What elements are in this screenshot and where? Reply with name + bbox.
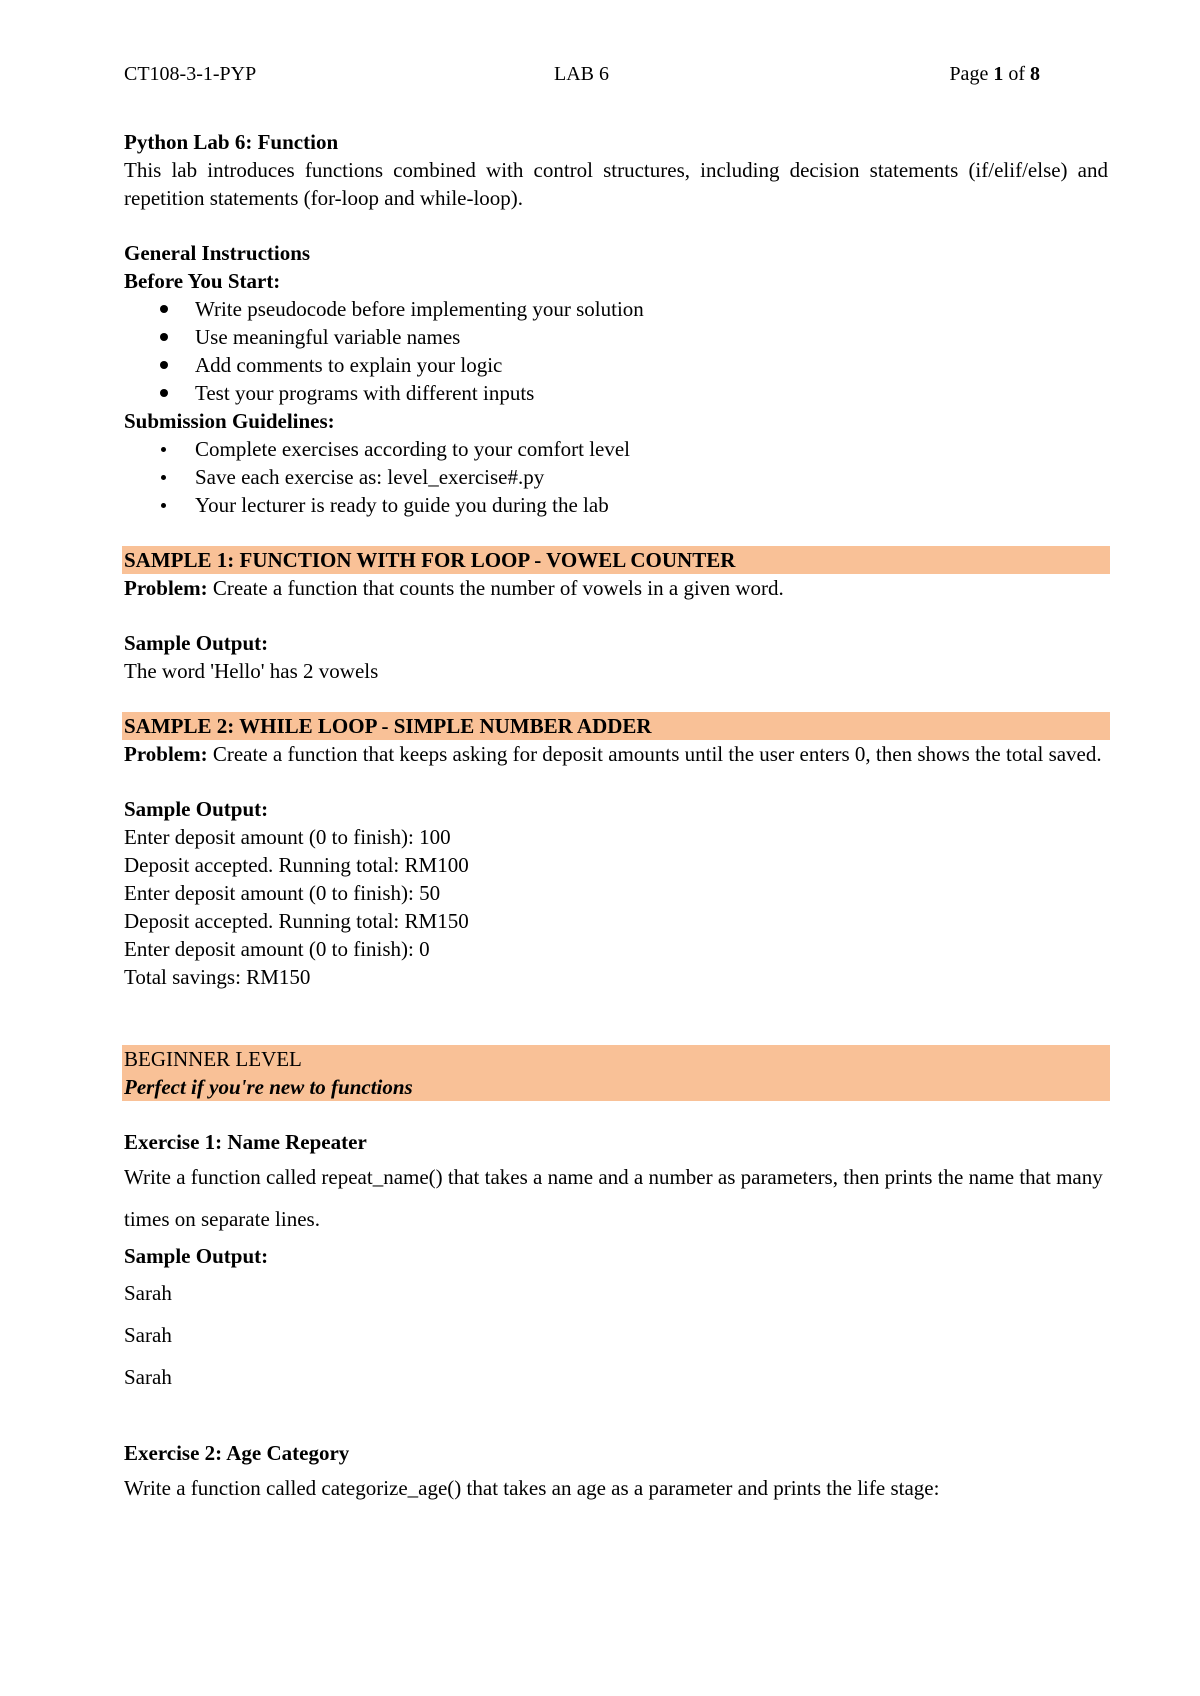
exercise1-output-line: Sarah — [124, 1323, 172, 1347]
bullet-icon — [160, 305, 168, 313]
bullet-icon — [160, 389, 168, 397]
list-item: Your lecturer is ready to guide you during the lab — [124, 491, 1108, 519]
bullet-icon — [160, 333, 168, 341]
list-item: Save each exercise as: level_exercise#.py — [124, 463, 1108, 491]
bullet-icon — [161, 503, 166, 508]
sample2-problem: Problem: Create a function that keeps asking for deposit amounts until the user enters 0, then shows the total saved. — [124, 742, 1102, 766]
exercise1-text: Write a function called repeat_name() that takes a name and a number as parameters, then prints the name that many times on separate lines. — [124, 1165, 1103, 1231]
list-item: Complete exercises according to your comfort level — [124, 435, 1108, 463]
course-code: CT108-3-1-PYP — [124, 63, 257, 85]
bullet-icon — [161, 475, 166, 480]
bullet-icon — [160, 361, 168, 369]
beginner-banner — [122, 1045, 1110, 1101]
lab-title: Python Lab 6: Function — [124, 130, 339, 154]
sample1-output-label: Sample Output: — [124, 631, 269, 655]
list-item: Test your programs with different inputs — [124, 379, 1108, 407]
document-content — [124, 128, 1108, 1509]
page-number: Page 1 of 8 — [949, 63, 1040, 85]
sample2-output-label: Sample Output: — [124, 797, 269, 821]
before-start-title: Before You Start: — [124, 269, 281, 293]
sample1-problem: Problem: Create a function that counts the number of vowels in a given word. — [124, 576, 784, 600]
sample2-output-line: Enter deposit amount (0 to finish): 100 — [124, 825, 451, 849]
exercise1-title: Exercise 1: Name Repeater — [124, 1130, 367, 1154]
sample2-output-line: Deposit accepted. Running total: RM100 — [124, 853, 469, 877]
submission-guidelines-title: Submission Guidelines: — [124, 409, 335, 433]
lab-description: This lab introduces functions combined with control structures, including decision statements (if/elif/else) and repetition statements (for-loop and while-loop). — [124, 158, 1108, 210]
exercise2-text: Write a function called categorize_age() that takes an age as a parameter and prints the life stage: — [124, 1476, 940, 1500]
lab-number: LAB 6 — [554, 63, 609, 85]
page-header — [124, 63, 1040, 89]
exercise1-output-line: Sarah — [124, 1365, 172, 1389]
sample2-output-line: Enter deposit amount (0 to finish): 0 — [124, 937, 430, 961]
list-item: Write pseudocode before implementing your solution — [124, 295, 1108, 323]
sample2-output-line: Total savings: RM150 — [124, 965, 311, 989]
list-item: Use meaningful variable names — [124, 323, 1108, 351]
exercise1-output-line: Sarah — [124, 1281, 172, 1305]
sample2-output-line: Deposit accepted. Running total: RM150 — [124, 909, 469, 933]
sample2-output-line: Enter deposit amount (0 to finish): 50 — [124, 881, 441, 905]
list-item: Add comments to explain your logic — [124, 351, 1108, 379]
before-start-list — [124, 295, 1108, 407]
general-instructions-title: General Instructions — [124, 241, 311, 265]
sample2-banner: SAMPLE 2: WHILE LOOP - SIMPLE NUMBER ADDER — [122, 712, 1110, 740]
bullet-icon — [161, 447, 166, 452]
sample1-banner: SAMPLE 1: FUNCTION WITH FOR LOOP - VOWEL COUNTER — [122, 546, 1110, 574]
sample1-output-line: The word 'Hello' has 2 vowels — [124, 659, 379, 683]
exercise1-output-label: Sample Output: — [124, 1244, 269, 1268]
submission-guidelines-list — [124, 435, 1108, 519]
beginner-subtitle: Perfect if you're new to functions — [124, 1075, 413, 1099]
exercise2-title: Exercise 2: Age Category — [124, 1441, 350, 1465]
beginner-title: BEGINNER LEVEL — [124, 1047, 302, 1071]
